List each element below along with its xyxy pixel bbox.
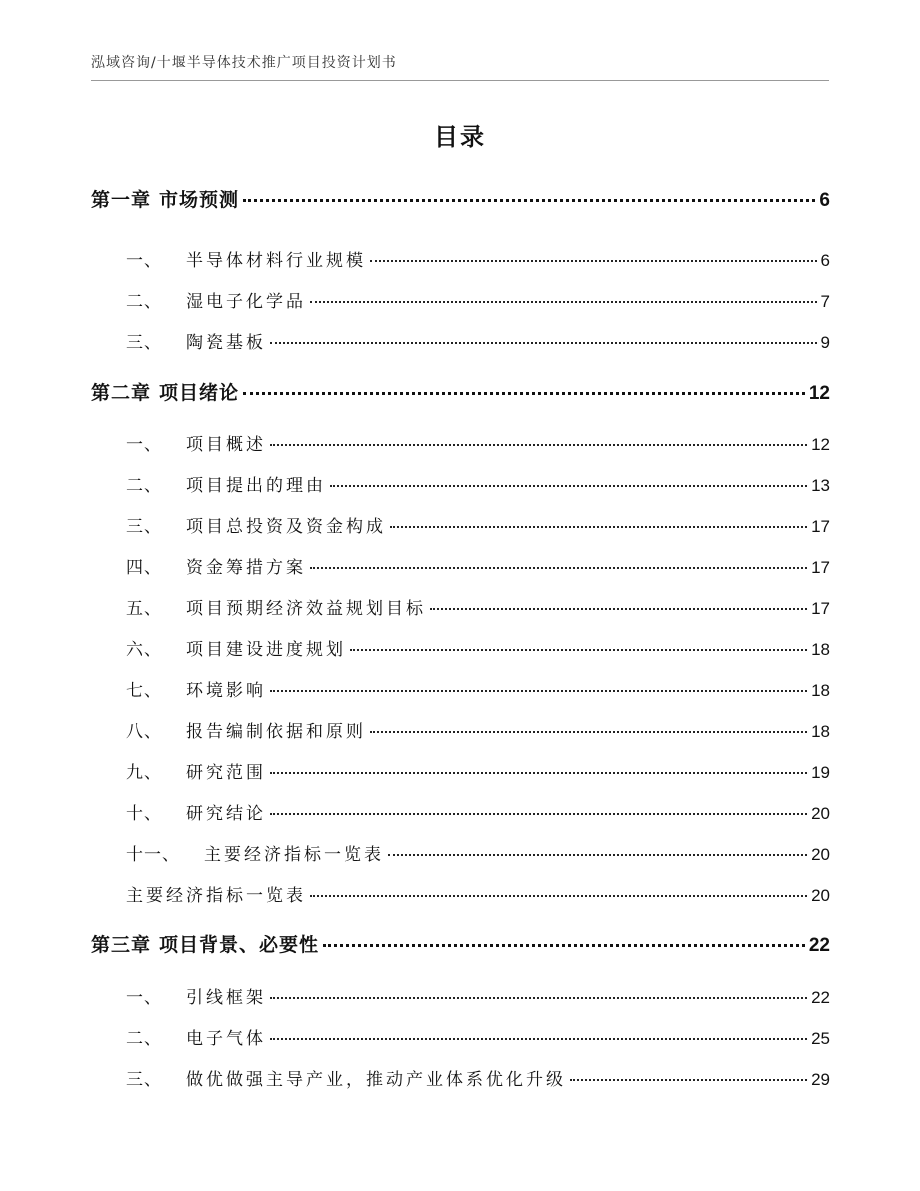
toc-entry-number: 三、 [126, 333, 162, 353]
toc-section-entry[interactable] [91, 430, 830, 455]
toc-page-number: 19 [811, 763, 830, 782]
toc-entry-title: 项目预期经济效益规划目标 [186, 599, 426, 619]
toc-page-number: 12 [811, 435, 830, 454]
toc-page-number: 17 [811, 517, 830, 536]
toc-entry-label [91, 1065, 566, 1090]
toc-entry-label [91, 881, 306, 906]
toc-section-entry[interactable] [91, 983, 830, 1008]
toc-page-number: 25 [811, 1029, 830, 1048]
toc-entry-title: 电子气体 [186, 1029, 266, 1049]
toc-entry-title: 资金筹措方案 [186, 558, 306, 578]
toc-entry-title: 做优做强主导产业，推动产业体系优化升级 [186, 1070, 566, 1090]
toc-section-entry[interactable] [91, 676, 830, 701]
toc-entry-title: 报告编制依据和原则 [186, 722, 366, 742]
running-header: 泓域咨询/十堰半导体技术推广项目投资计划书 [91, 55, 397, 71]
toc-page-number: 7 [820, 292, 830, 311]
toc-page-number: 9 [820, 333, 830, 352]
toc-section-entry[interactable] [91, 246, 830, 271]
toc-leader-dots [323, 944, 805, 947]
toc-leader-dots [570, 1079, 807, 1081]
toc-entry-title: 项目背景、必要性 [159, 934, 320, 956]
toc-section-entry[interactable] [91, 717, 830, 742]
toc-chapter-entry[interactable] [91, 930, 830, 957]
toc-leader-dots [388, 854, 807, 856]
toc-entry-title: 项目建设进度规划 [186, 640, 346, 660]
toc-page-number: 18 [811, 681, 830, 700]
toc-entry-title: 引线框架 [186, 988, 266, 1008]
toc-section-entry[interactable] [91, 471, 830, 496]
toc-leader-dots [270, 997, 807, 999]
toc-page-number: 17 [811, 558, 830, 577]
toc-page-number: 12 [808, 383, 830, 404]
toc-leader-dots [330, 485, 807, 487]
toc-page-number: 6 [819, 190, 830, 211]
toc-entry-number: 四、 [126, 558, 162, 578]
toc-entry-number: 二、 [126, 476, 162, 496]
toc-entry-label [91, 594, 426, 619]
toc-section-entry[interactable] [91, 1024, 830, 1049]
toc-entry-title: 项目绪论 [159, 382, 240, 404]
toc-entry-label [91, 717, 366, 742]
toc-entry-number: 第二章 [91, 382, 152, 404]
toc-entry-title: 主要经济指标一览表 [126, 886, 306, 906]
toc-entry-label [91, 983, 266, 1008]
toc-chapter-entry[interactable] [91, 378, 830, 405]
toc-chapter-entry[interactable] [91, 185, 830, 212]
toc-section-entry[interactable] [91, 553, 830, 578]
toc-entry-label [91, 930, 319, 957]
toc-leader-dots [243, 199, 815, 202]
toc-entry-label [91, 758, 266, 783]
toc-entry-number: 五、 [126, 599, 162, 619]
header-divider [91, 80, 829, 81]
toc-entry-label [91, 430, 266, 455]
toc-entry-label [91, 185, 239, 212]
toc-entry-label [91, 328, 266, 353]
toc-entry-number: 十一、 [126, 845, 180, 865]
toc-page-number: 20 [811, 886, 830, 905]
toc-entry-number: 六、 [126, 640, 162, 660]
toc-leader-dots [270, 690, 807, 692]
toc-entry-title: 半导体材料行业规模 [186, 251, 366, 271]
toc-entry-number: 一、 [126, 988, 162, 1008]
toc-section-entry[interactable] [91, 287, 830, 312]
toc-section-entry[interactable] [91, 1065, 830, 1090]
toc-section-entry[interactable] [91, 840, 830, 865]
toc-section-entry[interactable] [91, 758, 830, 783]
toc-leader-dots [243, 392, 805, 395]
toc-entry-label [91, 378, 239, 405]
toc-leader-dots [310, 567, 807, 569]
toc-entry-number: 第一章 [91, 189, 152, 211]
toc-leader-dots [270, 342, 817, 344]
toc-section-entry[interactable] [91, 512, 830, 537]
toc-entry-title: 湿电子化学品 [186, 292, 306, 312]
toc-page-number: 18 [811, 722, 830, 741]
toc-entry-label [91, 553, 306, 578]
toc-entry-number: 一、 [126, 435, 162, 455]
toc-page-number: 22 [808, 935, 830, 956]
toc-entry-title: 研究范围 [186, 763, 266, 783]
toc-entry-number: 二、 [126, 1029, 162, 1049]
toc-entry-title: 市场预测 [159, 189, 240, 211]
toc-leader-dots [310, 301, 817, 303]
toc-entry-label [91, 635, 346, 660]
toc-entry-number: 第三章 [91, 934, 152, 956]
toc-entry-label [91, 512, 386, 537]
toc-page-number: 20 [811, 804, 830, 823]
toc-entry-label [91, 676, 266, 701]
toc-leader-dots [390, 526, 807, 528]
toc-page-number: 17 [811, 599, 830, 618]
toc-leader-dots [270, 1038, 807, 1040]
toc-page-number: 13 [811, 476, 830, 495]
toc-section-entry[interactable] [91, 799, 830, 824]
toc-leader-dots [310, 895, 807, 897]
toc-entry-number: 一、 [126, 251, 162, 271]
toc-entry-title: 项目概述 [186, 435, 266, 455]
toc-entry-number: 二、 [126, 292, 162, 312]
toc-leader-dots [370, 260, 817, 262]
toc-leader-dots [270, 444, 807, 446]
toc-section-entry[interactable] [91, 635, 830, 660]
toc-section-entry[interactable] [91, 881, 830, 906]
toc-title: 目录 [434, 123, 486, 151]
toc-entry-title: 项目总投资及资金构成 [186, 517, 386, 537]
toc-entry-title: 环境影响 [186, 681, 266, 701]
toc-entry-title: 项目提出的理由 [186, 476, 326, 496]
toc-leader-dots [350, 649, 807, 651]
toc-entry-label [91, 799, 266, 824]
toc-entry-title: 研究结论 [186, 804, 266, 824]
toc-leader-dots [270, 772, 807, 774]
toc-leader-dots [430, 608, 807, 610]
toc-entry-label [91, 287, 306, 312]
toc-leader-dots [370, 731, 807, 733]
toc-entry-number: 七、 [126, 681, 162, 701]
toc-entry-number: 三、 [126, 517, 162, 537]
toc-page-number: 29 [811, 1070, 830, 1089]
toc-page-number: 22 [811, 988, 830, 1007]
toc-leader-dots [270, 813, 807, 815]
toc-page-number: 18 [811, 640, 830, 659]
toc-entry-number: 三、 [126, 1070, 162, 1090]
toc-page-number: 20 [811, 845, 830, 864]
toc-entry-number: 十、 [126, 804, 162, 824]
toc-entry-number: 八、 [126, 722, 162, 742]
toc-entry-label [91, 471, 326, 496]
toc-entry-title: 陶瓷基板 [186, 333, 266, 353]
toc-section-entry[interactable] [91, 328, 830, 353]
toc-entry-label [91, 246, 366, 271]
toc-entry-title: 主要经济指标一览表 [204, 845, 384, 865]
toc-page-number: 6 [820, 251, 830, 270]
toc-entry-number: 九、 [126, 763, 162, 783]
toc-section-entry[interactable] [91, 594, 830, 619]
toc-entry-label [91, 840, 384, 865]
toc-entry-label [91, 1024, 266, 1049]
